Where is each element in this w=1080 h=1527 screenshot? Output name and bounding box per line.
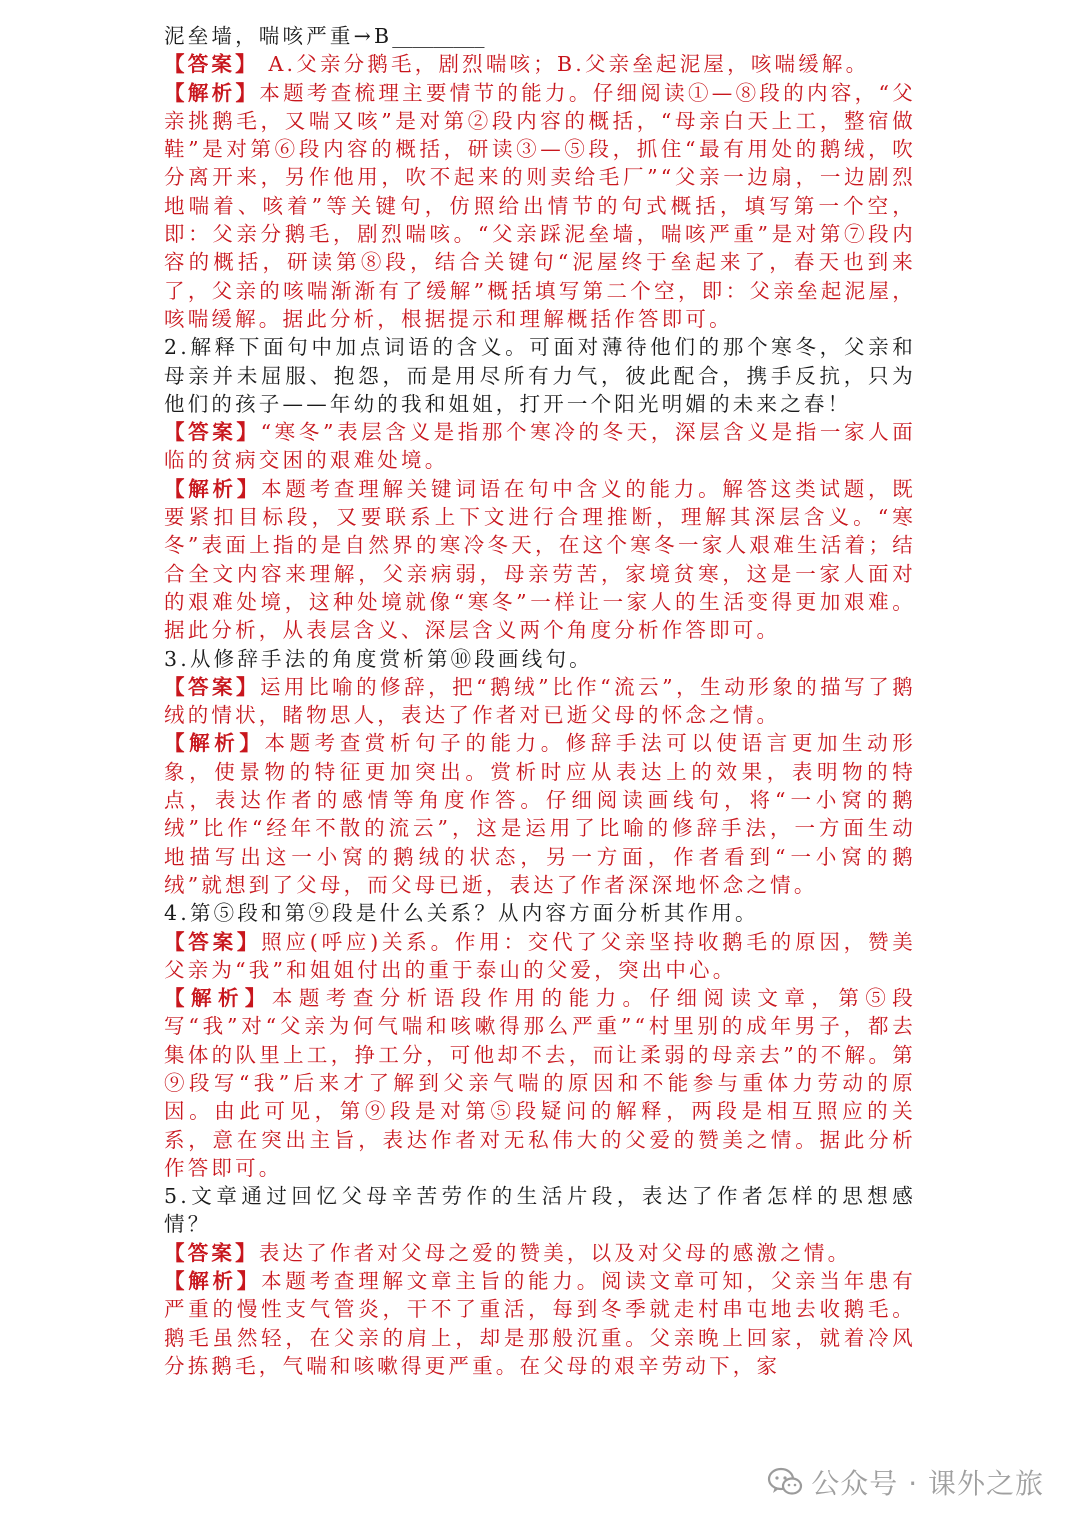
answer-label: 【答案】 [164, 52, 259, 77]
analysis-label: 【解析】 [164, 731, 265, 756]
analysis-label: 【解析】 [164, 1269, 262, 1294]
document-page [164, 22, 916, 1380]
answer-label: 【答案】 [164, 674, 261, 699]
intro-line: 泥垒墙，喘咳严重→B_________ [164, 24, 485, 48]
wechat-icon [767, 1467, 803, 1497]
answer-label: 【答案】 [164, 929, 262, 954]
q3-answer: 【答案】运用比喻的修辞，把“鹅绒”比作“流云”，生动形象的描写了鹅绒的情状，睹物思人，表达了作者对已逝父母的怀念之情。 [164, 674, 916, 728]
q2-analysis: 【解析】本题考查理解关键词语在句中含义的能力。解答这类试题，既要紧扣目标段，又要联系上下文进行合理推断，理解其深层含义。“寒冬”表面上指的是自然界的寒冷冬天，在这个寒冬一家人艰难生活着；结合全文内容来理解，父亲病弱，母亲劳苦，家境贫寒，这是一家人面对的艰难处境，这种处境就像“寒冬”一样让一家人的生活变得更加艰难。据此分析，从表层含义、深层含义两个角度分析作答即可。 [164, 476, 916, 643]
analysis-label: 【解析】 [164, 986, 272, 1011]
q3-analysis: 【解析】本题考查赏析句子的能力。修辞手法可以使语言更加生动形象，使景物的特征更加突出。赏析时应从表达上的效果，表明物的特点，表达作者的感情等角度作答。仔细阅读画线句，将“一小窝的鹅绒”比作“经年不散的流云”，这是运用了比喻的修辞手法，一方面生动地描写出这一小窝的鹅绒的状态，另一方面，作者看到“一小窝的鹅绒”就想到了父母，而父母已逝，表达了作者深深地怀念之情。 [164, 731, 916, 897]
analysis-label: 【解析】 [164, 80, 260, 105]
watermark-source: 公众号 · 课外之旅 [811, 1467, 1044, 1500]
q4-answer: 【答案】照应(呼应)关系。作用：交代了父亲坚持收鹅毛的原因，赞美父亲为“我”和姐姐付出的重于泰山的父爱，突出中心。 [164, 929, 916, 982]
q5-analysis: 【解析】本题考查理解文章主旨的能力。阅读文章可知，父亲当年患有严重的慢性支气管炎，干不了重活，每到冬季就走村串屯地去收鹅毛。鹅毛虽然轻，在父亲的肩上，却是那般沉重。父亲晚上回家，就着冷风分拣鹅毛，气喘和咳嗽得更严重。在父母的艰辛劳动下，家 [164, 1269, 916, 1378]
q3-question: 3.从修辞手法的角度赏析第⑩段画线句。 [164, 646, 593, 671]
q4-question: 4.第⑤段和第⑨段是什么关系？从内容方面分析其作用。 [164, 901, 759, 926]
q1-answer: 【答案】 A.父亲分鹅毛，剧烈喘咳；B.父亲垒起泥屋，咳喘缓解。 [164, 52, 870, 77]
q5-answer: 【答案】表达了作者对父母之爱的赞美，以及对父母的感激之情。 [164, 1240, 852, 1265]
watermark [767, 1462, 1044, 1502]
analysis-label: 【解析】 [164, 476, 262, 501]
answer-label: 【答案】 [164, 420, 261, 445]
q4-analysis: 【解析】本题考查分析语段作用的能力。仔细阅读文章，第⑤段写“我”对“父亲为何气喘和咳嗽得那么严重”“村里别的成年男子，都去集体的队里上工，挣工分，可他却不去，而让柔弱的母亲去”的不解。第⑨段写“我”后来才了解到父亲气喘的原因和不能参与重体力劳动的原因。由此可见，第⑨段是对第⑤段疑问的解释，两段是相互照应的关系，意在突出主旨，表达作者对无私伟大的父爱的赞美之情。据此分析作答即可。 [164, 986, 916, 1180]
q5-question: 5.文章通过回忆父母辛苦劳作的生活片段，表达了作者怎样的思想感情？ [164, 1184, 916, 1237]
q2-question: 2.解释下面句中加点词语的含义。可面对薄待他们的那个寒冬，父亲和母亲并未屈服、抱怨，而是用尽所有力气，彼此配合，携手反抗，只为他们的孩子——年幼的我和姐姐，打开一个阳光明媚的未来之春！ [164, 335, 916, 416]
q2-answer: 【答案】“寒冬”表层含义是指那个寒冷的冬天，深层含义是指一家人面临的贫病交困的艰难处境。 [164, 420, 916, 473]
answer-blank: _________ [392, 24, 485, 48]
q1-analysis: 【解析】本题考查梳理主要情节的能力。仔细阅读①—⑧段的内容，“父亲挑鹅毛，又喘又咳”是对第②段内容的概括，“母亲白天上工，整宿做鞋”是对第⑥段内容的概括，研读③—⑤段，抓住“最有用处的鹅绒，吹分离开来，另作他用，吹不起来的则卖给毛厂”“父亲一边扇，一边剧烈地喘着、咳着”等关键句，仿照给出情节的句式概括，填写第一个空，即：父亲分鹅毛，剧烈喘咳。“父亲踩泥垒墙，喘咳严重”是对第⑦段内容的概括，研读第⑧段，结合关键句“泥屋终于垒起来了，春天也到来了，父亲的咳喘渐渐有了缓解”概括填写第二个空，即：父亲垒起泥屋，咳喘缓解。据此分析，根据提示和理解概括作答即可。 [164, 80, 916, 331]
answer-label: 【答案】 [164, 1240, 259, 1265]
